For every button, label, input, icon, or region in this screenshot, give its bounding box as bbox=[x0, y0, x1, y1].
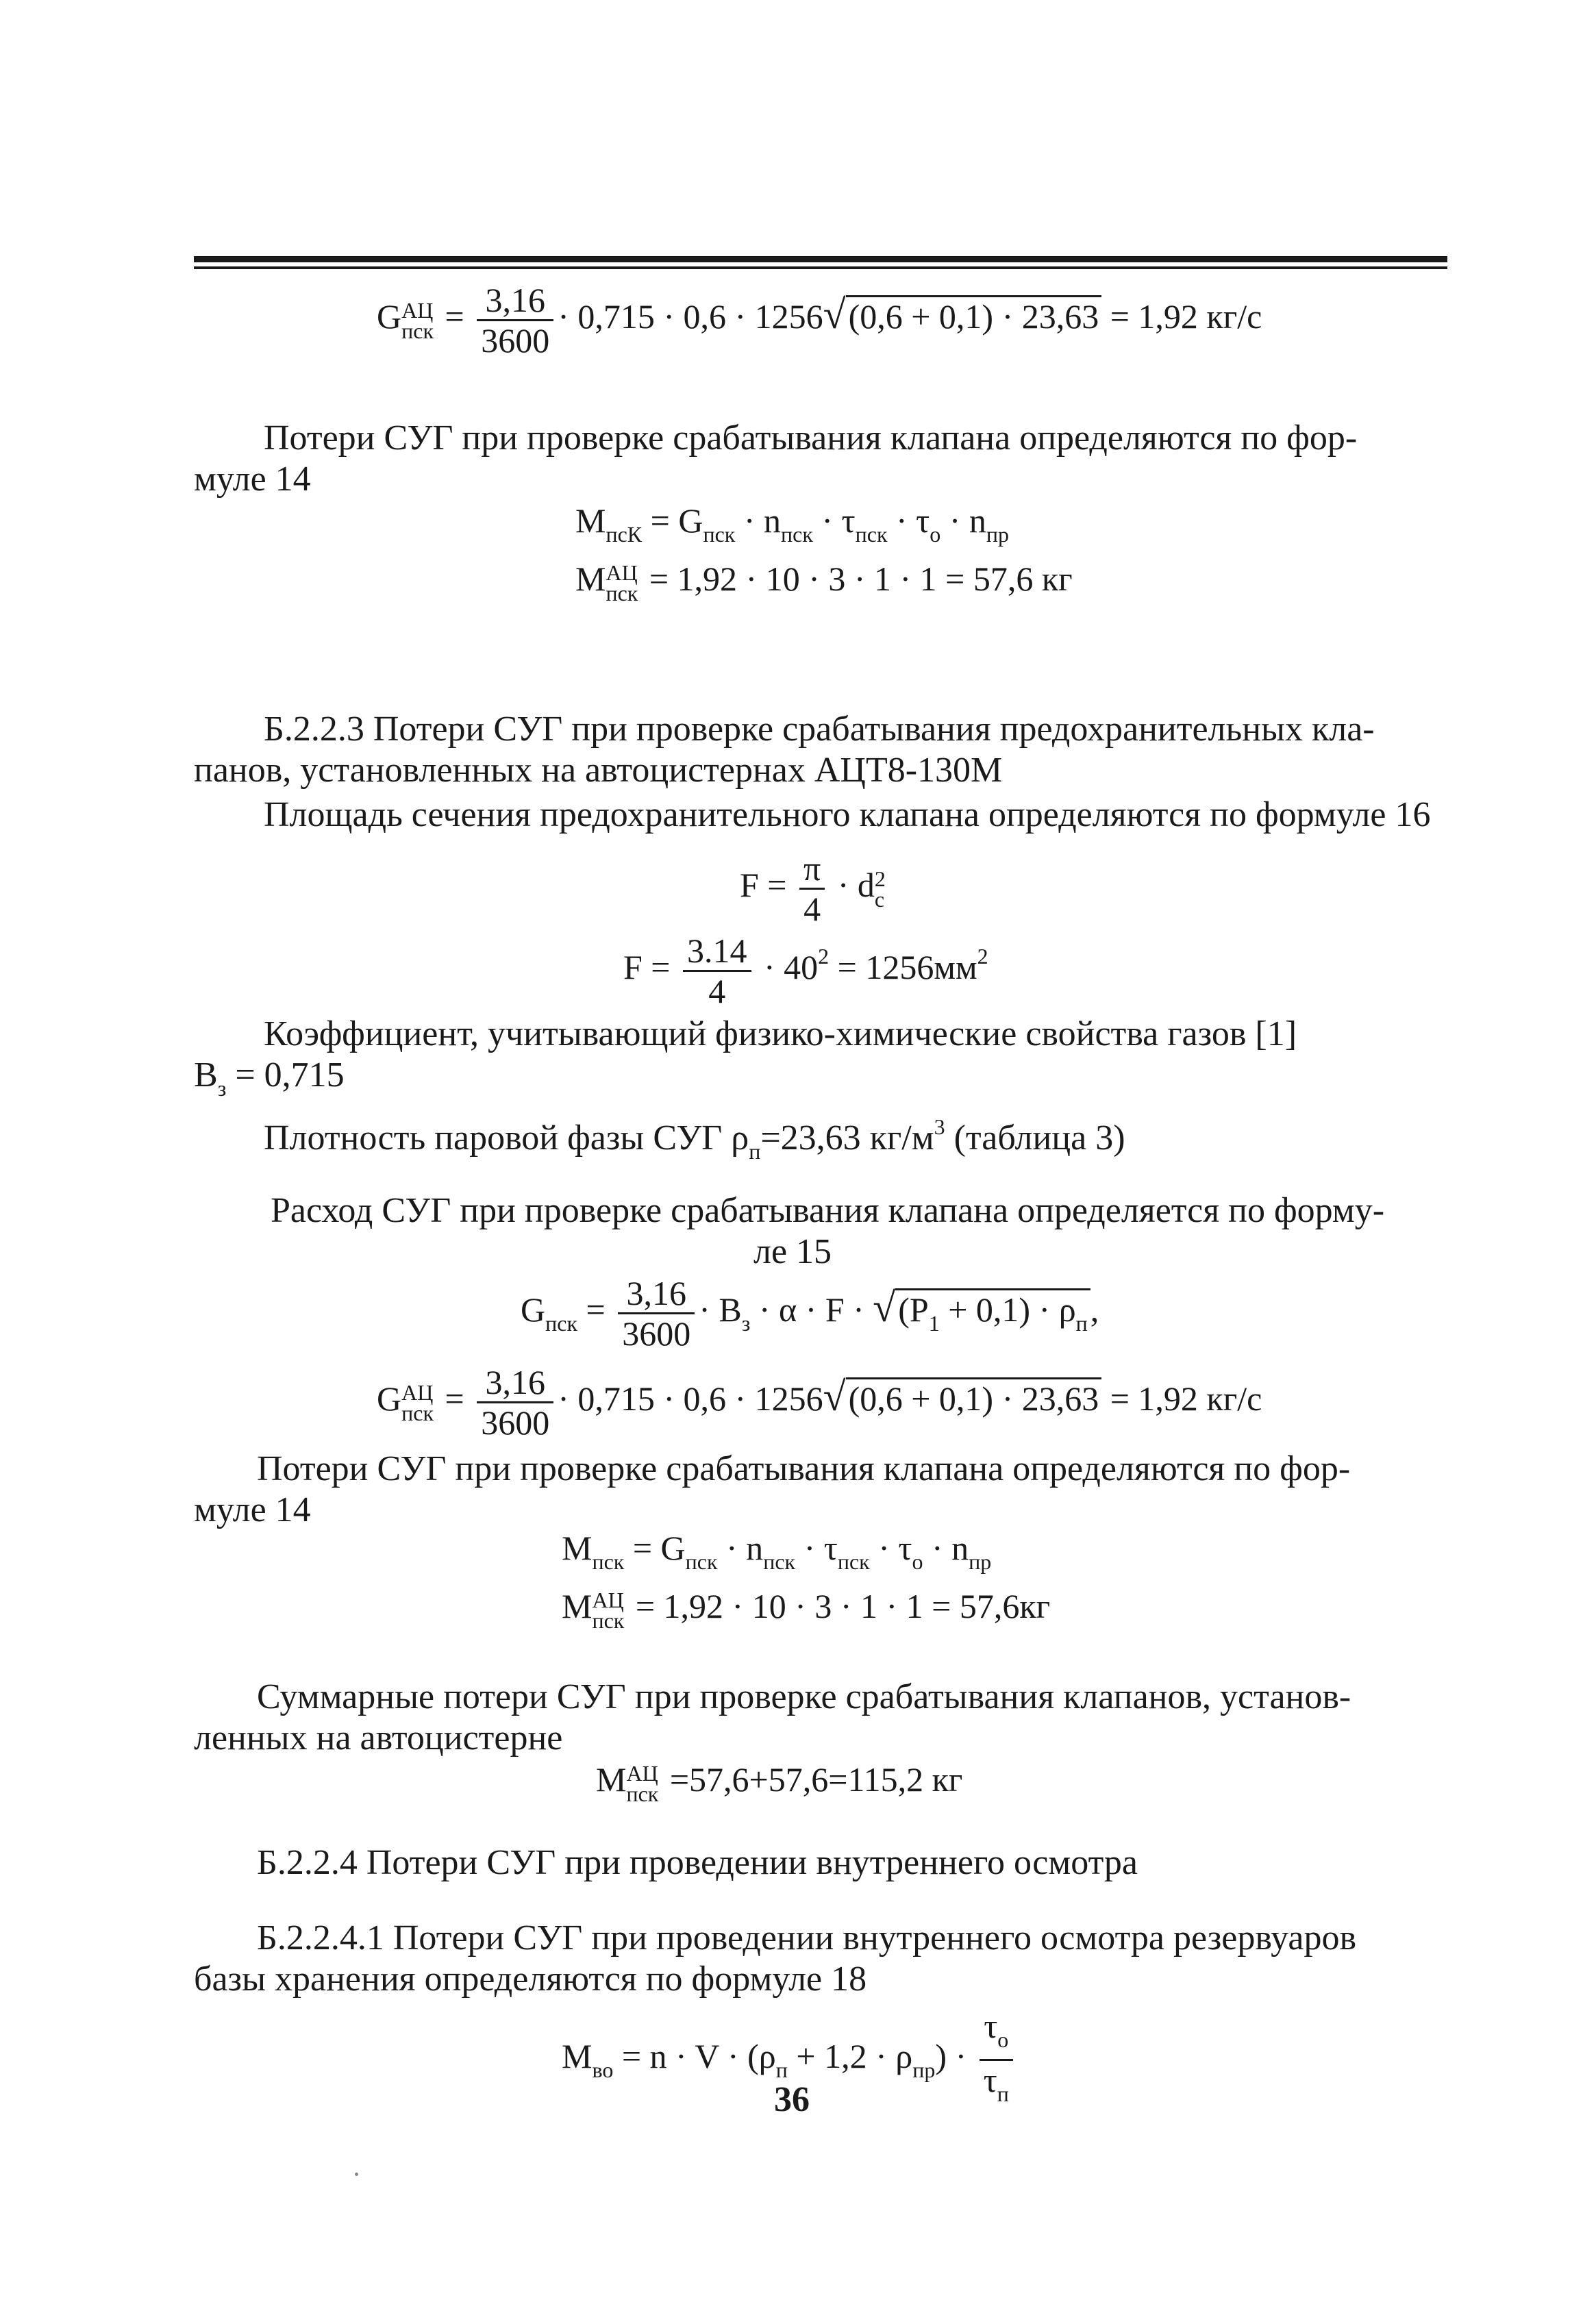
paragraph-density: Плотность паровой фазы СУГ $\rho_п=23,63$ $кг/м^3$ (таблица 3) bbox=[264, 1114, 1125, 1164]
formula-m-ack-2: M АЦ пск = 1,92 · 10 · 3 · 1 · 1 = 57,6кг bbox=[562, 1587, 1051, 1633]
top-rule-thick bbox=[194, 256, 1447, 262]
paragraph-losses-check-1: Потери СУГ при проверке срабатывания клапана определяются по фор- bbox=[264, 418, 1358, 458]
paragraph-coefficient: Коэффициент, учитывающий физико-химические свойства газов [1] bbox=[264, 1014, 1297, 1053]
formula-g-ack-1: G АЦ пск = $\frac{3,16}{3600}$ · 0,715 · 0,6 · 1256√(0,6 + 0,1) · 23,63 = 1,92 кг/с bbox=[377, 281, 1262, 360]
formula-f-area: F = $\frac{\pi}{4}$ · d 2 c bbox=[740, 849, 886, 928]
paragraph-flow-b: ле 15 bbox=[753, 1232, 832, 1271]
paragraph-total-losses-b: ленных на автоцистерне bbox=[194, 1718, 563, 1757]
formula-m-ack-total: M АЦ пск =57,6+57,6=115,2 кг bbox=[596, 1760, 963, 1806]
section-b223-heading: Б.2.2.3 Потери СУГ при проверке срабатывания предохранительных кла- bbox=[264, 710, 1375, 749]
formula-m-pck-1: $M_{псК} = G_{пск} \cdot n_{пск} \cdot \tau_{пск} \cdot \tau_о \cdot n_{пр}$ bbox=[575, 501, 1010, 547]
formula-m-pck-2: $M_{пск} = G_{пск} \cdot n_{пск} \cdot \tau_{пск} \cdot \tau_о \cdot n_{пр}$ bbox=[562, 1529, 992, 1574]
value-b3: $B_з = 0,715$ bbox=[194, 1055, 345, 1101]
page-number: 36 bbox=[774, 2080, 810, 2119]
section-b224-heading: Б.2.2.4 Потери СУГ при проведении внутреннего осмотра bbox=[257, 1843, 1138, 1882]
formula-m-ack-1: M АЦ пск = 1,92 · 10 · 3 · 1 · 1 = 57,6 кг bbox=[575, 560, 1073, 605]
formula-f-value: F = $\frac{3.14}{4}$ · $40^2 = 1256мм^2$ bbox=[623, 931, 988, 1010]
section-b2241-heading-b: базы хранения определяются по формуле 18 bbox=[194, 1960, 867, 1999]
paragraph-losses-check-2b: муле 14 bbox=[194, 1490, 311, 1529]
formula-m-vo: $M_{во} = n \cdot V \cdot (\rho_п + 1,2 \cdot \rho_{пр})$ · $\frac{\tau_о}{\tau_п}$ bbox=[562, 2007, 1017, 2113]
paragraph-area: Площадь сечения предохранительного клапана определяются по формуле 16 bbox=[264, 795, 1431, 834]
section-b223-heading-b: панов, установленных на автоцистернах АЦТ8-130М bbox=[194, 751, 1003, 790]
paragraph-losses-check-1b: муле 14 bbox=[194, 460, 311, 499]
scan-speck bbox=[355, 2173, 358, 2176]
formula-g-pck: $G_{пск}$ = $\frac{3,16}{3600}$ · $B_з \cdot \alpha \cdot F \cdot √(P_1 + 0,1) \cdot \rho_п$, bbox=[521, 1274, 1099, 1353]
paragraph-losses-check-2: Потери СУГ при проверке срабатывания клапана определяются по фор- bbox=[257, 1449, 1351, 1488]
formula-g-ack-2: G АЦ пск = $\frac{3,16}{3600}$ · 0,715 · 0,6 · 1256√(0,6 + 0,1) · 23,63 = 1,92 кг/с bbox=[377, 1363, 1262, 1442]
paragraph-flow: Расход СУГ при проверке срабатывания клапана определяется по форму- bbox=[271, 1191, 1385, 1230]
section-b2241-heading: Б.2.2.4.1 Потери СУГ при проведении внутреннего осмотра резервуаров bbox=[257, 1918, 1357, 1957]
top-rule-thin bbox=[194, 266, 1447, 269]
paragraph-total-losses: Суммарные потери СУГ при проверке срабатывания клапанов, установ- bbox=[257, 1677, 1351, 1716]
